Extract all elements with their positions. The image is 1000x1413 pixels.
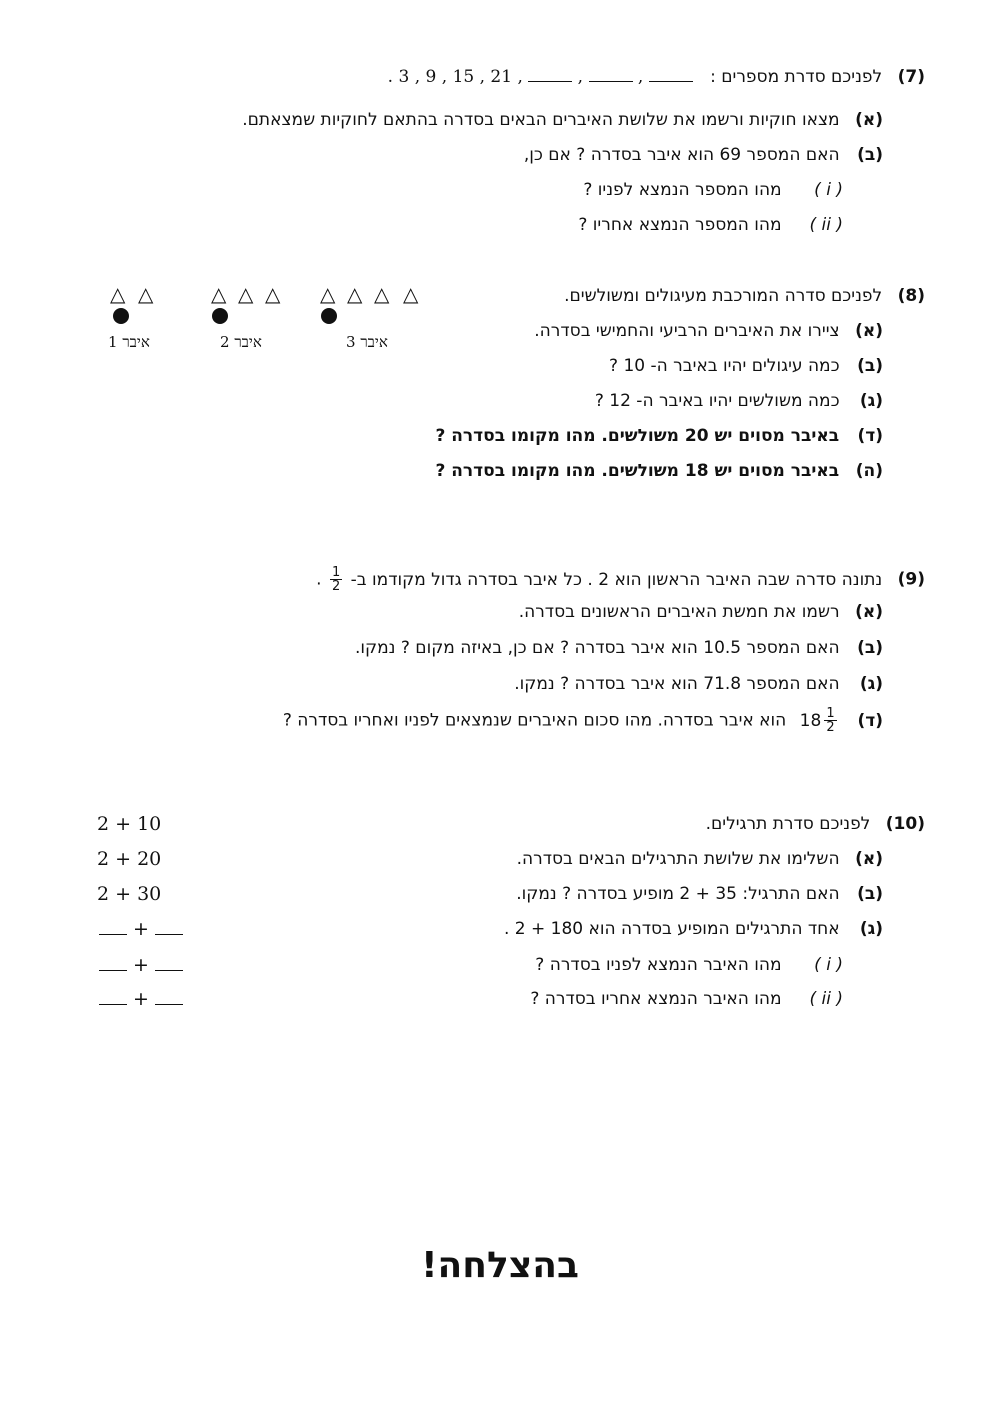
seq-term-2: 9 xyxy=(425,67,437,87)
part-label: (א) xyxy=(855,602,883,622)
part-label: (ד) xyxy=(857,710,883,731)
part-label: (א) xyxy=(855,110,883,130)
triangle-icon: △ xyxy=(211,282,227,306)
part-label: (ב) xyxy=(857,638,883,658)
fraction-denominator: 2 xyxy=(826,720,835,735)
q10-intro: לפניכם סדרת תרגילים. xyxy=(705,814,871,834)
q10-part-c xyxy=(504,918,883,940)
part-label: (ג) xyxy=(859,674,883,694)
q10-subpart-i xyxy=(535,954,843,976)
part-label: (ד) xyxy=(857,426,883,446)
part-text: באיבר מסוים יש 18 משולשים. מהו מקומו בסדרה ? xyxy=(435,461,840,481)
exercise-3: 2 + 30 xyxy=(97,883,162,905)
triangle-icon: △ xyxy=(138,282,154,306)
q8-number: (8) xyxy=(897,286,925,306)
part-text: כמה משולשים יהיו באיבר ה- 12 ? xyxy=(594,391,840,411)
seq-blank-3[interactable] xyxy=(649,67,693,82)
q8-part-a xyxy=(534,320,883,342)
part-text: האם התרגיל: 35 + 2 מופיע בסדרה ? נמקו. xyxy=(516,884,840,904)
part-text: ציירו את האיברים הרביעי והחמישי בסדרה. xyxy=(534,321,840,341)
seq-term-4: 21 xyxy=(490,67,513,87)
fraction-one-half xyxy=(330,566,342,593)
subpart-text: מהו המספר הנמצא אחריו ? xyxy=(578,215,782,235)
triangle-icon: △ xyxy=(238,282,254,306)
part-label: (ב) xyxy=(857,145,883,165)
q8-header xyxy=(564,285,925,307)
q9-header: (9) נתונה סדרה שבה האיבר הראשון הוא 2 . כל איבר בסדרה גדול מקודמו ב- $\frac{1}{2}$ . xyxy=(316,565,925,594)
closing-message: בהצלחה! xyxy=(421,1245,579,1286)
subpart-text: מהו האיבר הנמצא לפניו בסדרה ? xyxy=(535,955,782,975)
q9-part-b xyxy=(355,637,883,659)
q7-part-a xyxy=(242,109,883,131)
exercise-blank-4[interactable]: + xyxy=(99,918,183,940)
q7-number: (7) xyxy=(897,67,925,87)
circle-icon xyxy=(212,308,228,324)
q8-part-d xyxy=(435,425,883,447)
part-label: (ג) xyxy=(859,391,883,411)
part-text: האם המספר 69 הוא איבר בסדרה ? אם כן, xyxy=(523,145,840,165)
q7-subpart-i xyxy=(583,179,843,201)
part-text: האם המספר 71.8 הוא איבר בסדרה ? נמקו. xyxy=(514,674,840,694)
circle-icon xyxy=(321,308,337,324)
seq-blank-1[interactable] xyxy=(528,67,572,82)
part-text: מצאו חוקיות ורשמו את שלושת האיברים הבאים בסדרה בהתאם לחוקיות שמצאתם. xyxy=(242,110,840,130)
q10-part-b xyxy=(516,883,883,905)
q7-subpart-ii xyxy=(578,214,843,236)
part-label: (ג) xyxy=(859,919,883,939)
part-text: באיבר מסוים יש 20 משולשים. מהו מקומו בסדרה ? xyxy=(435,426,840,446)
triangle-icon: △ xyxy=(374,282,390,306)
q8-intro: לפניכם סדרה המורכבת מעיגולים ומשולשים. xyxy=(564,286,883,306)
mixed-whole: 18 xyxy=(799,710,822,731)
q7-intro: לפניכם סדרת מספרים : xyxy=(710,67,883,87)
exercise-1: 2 + 10 xyxy=(97,813,162,835)
part-text: השלימו את שלושת התרגילים הבאים בסדרה. xyxy=(516,849,840,869)
q10-number: (10) xyxy=(885,814,925,834)
part-label: (ב) xyxy=(857,884,883,904)
part-label: (א) xyxy=(855,849,883,869)
triangle-icon: △ xyxy=(403,282,419,306)
q7-part-b xyxy=(524,144,883,166)
q10-part-a xyxy=(517,848,883,870)
part-text: כמה עיגולים יהיו באיבר ה- 10 ? xyxy=(609,356,840,376)
part-label: (ב) xyxy=(857,356,883,376)
subpart-text: מהו המספר הנמצא לפניו ? xyxy=(583,180,782,200)
exercise-blank-6[interactable]: + xyxy=(99,988,183,1010)
part-text: אחד התרגילים המופיע בסדרה הוא 180 + 2 . xyxy=(503,919,840,939)
q10-header xyxy=(706,813,925,835)
triangle-icon: △ xyxy=(110,282,126,306)
mixed-number xyxy=(800,707,840,734)
seq-term-1: 3 xyxy=(398,67,410,87)
subpart-label: ( ii ) xyxy=(809,989,843,1009)
fraction-denominator: 2 xyxy=(331,579,341,594)
subpart-label: ( i ) xyxy=(814,955,843,975)
part-label: (ה) xyxy=(855,461,883,481)
q9-part-c xyxy=(514,673,883,695)
q8-part-c xyxy=(595,390,883,412)
q8-part-e xyxy=(435,460,883,482)
subpart-label: ( i ) xyxy=(814,180,843,200)
figure-label-2: איבר 2 xyxy=(220,333,262,351)
figure-label-3: איבר 3 xyxy=(346,333,388,351)
mixed-fraction xyxy=(824,707,836,734)
seq-term-3: 15 xyxy=(452,67,475,87)
q9-part-a xyxy=(519,601,883,623)
part-text: רשמו את חמשת האיברים הראשונים בסדרה. xyxy=(518,602,840,622)
q9-number: (9) xyxy=(897,569,925,590)
seq-blank-2[interactable] xyxy=(589,67,633,82)
triangle-icon: △ xyxy=(320,282,336,306)
subpart-label: ( ii ) xyxy=(809,215,843,235)
part-text: הוא איבר בסדרה. מהו סכום האיברים שנמצאים לפניו ואחריו בסדרה ? xyxy=(282,710,787,731)
q7-sequence: . 3 , 9 , 15 , 21 , , , xyxy=(388,66,693,88)
fraction-numerator: 1 xyxy=(331,565,341,580)
part-label: (א) xyxy=(855,321,883,341)
fraction-numerator: 1 xyxy=(826,706,835,721)
q9-intro: נתונה סדרה שבה האיבר הראשון הוא 2 . כל איבר בסדרה גדול מקודמו ב- xyxy=(350,569,883,590)
part-text: האם המספר 10.5 הוא איבר בסדרה ? אם כן, באיזה מקום ? נמקו. xyxy=(355,638,840,658)
circle-icon xyxy=(113,308,129,324)
q8-part-b xyxy=(609,355,883,377)
triangle-icon: △ xyxy=(265,282,281,306)
q9-part-d xyxy=(283,707,883,734)
triangle-icon: △ xyxy=(347,282,363,306)
q10-subpart-ii xyxy=(530,988,843,1010)
exercise-blank-5[interactable]: + xyxy=(99,954,183,976)
exercise-2: 2 + 20 xyxy=(97,848,162,870)
q7-header xyxy=(388,66,925,88)
figure-label-1: איבר 1 xyxy=(108,333,150,351)
subpart-text: מהו האיבר הנמצא אחריו בסדרה ? xyxy=(530,989,782,1009)
